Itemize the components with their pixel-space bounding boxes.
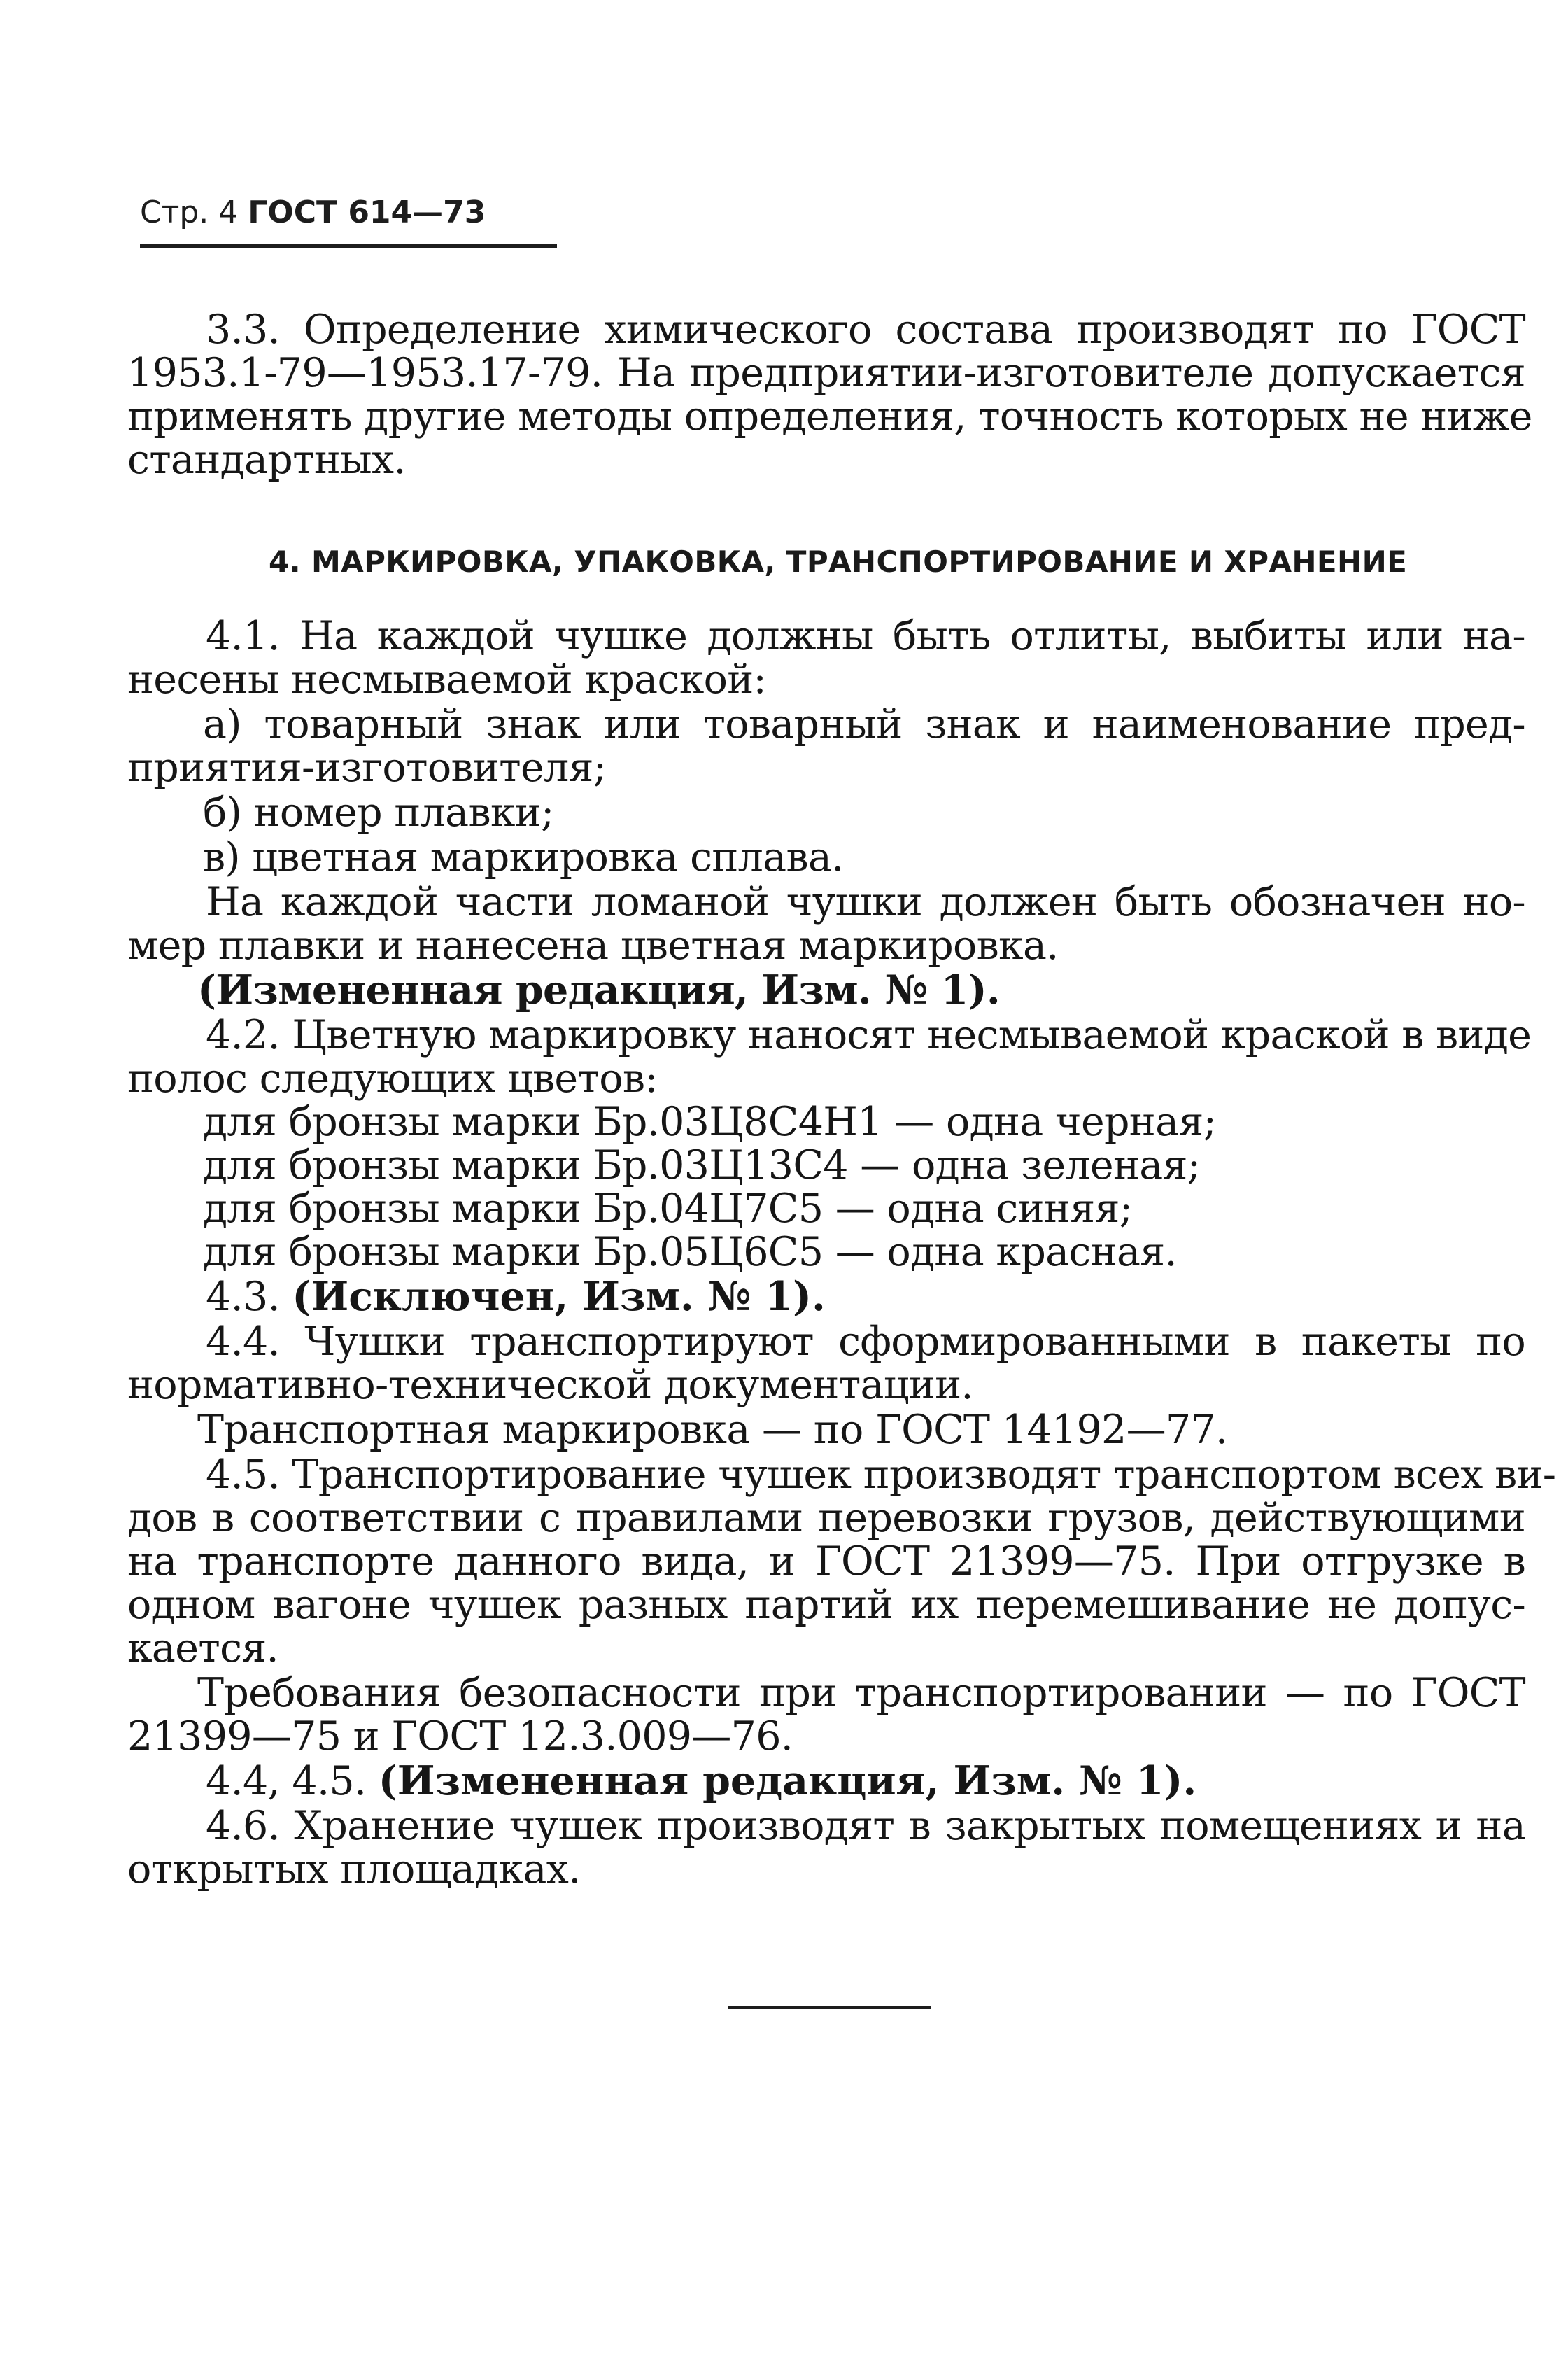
paragraph-4-6-line-1: 4.6. Хранение чушек производят в закрытых помещениях и на [206, 1803, 1525, 1849]
paragraph-3-3-line-4: стандартных. [127, 437, 406, 483]
paragraph-4-1-line-1: 4.1. На каждой чушке должны быть отлиты, выбиты или на- [206, 613, 1525, 659]
paragraph-3-3-line-1: 3.3. Определение химического состава производят по ГОСТ [206, 307, 1525, 353]
paragraph-4-5-line-3: на транспорте данного вида, и ГОСТ 21399—75. При отгрузке в [127, 1538, 1525, 1585]
amendment-note-4-4-4-5-text: (Измененная редакция, Изм. № 1). [378, 1757, 1197, 1804]
paragraph-4-1-line-3: На каждой части ломаной чушки должен быть обозначен но- [206, 879, 1525, 925]
paragraph-3-3-line-2: 1953.1-79—1953.17-79. На предприятии-изготовителе допускается [127, 350, 1525, 396]
color-marking-line-3: для бронзы марки Бр.04Ц7С5 — одна синяя; [203, 1186, 1133, 1232]
paragraph-4-4-line-2: нормативно-технической документации. [127, 1362, 973, 1408]
paragraph-4-5-line-7: 21399—75 и ГОСТ 12.3.009—76. [127, 1713, 793, 1760]
paragraph-4-5-line-5: кается. [127, 1625, 278, 1671]
amendment-note-4-1: (Измененная редакция, Изм. № 1). [197, 967, 1000, 1013]
paragraph-4-2-line-1: 4.2. Цветную маркировку наносят несмываемой краской в виде [206, 1012, 1532, 1058]
list-item-a-line-1: а) товарный знак или товарный знак и наименование пред- [203, 701, 1525, 747]
color-marking-line-4: для бронзы марки Бр.05Ц6С5 — одна красная. [203, 1229, 1177, 1275]
color-marking-line-2: для бронзы марки Бр.03Ц13С4 — одна зеленая; [203, 1142, 1201, 1188]
paragraph-4-2-line-2: полос следующих цветов: [127, 1055, 658, 1102]
list-item-v: в) цветная маркировка сплава. [203, 834, 844, 880]
paragraph-4-5-line-1: 4.5. Транспортирование чушек производят транспортом всех ви- [206, 1452, 1556, 1498]
paragraph-4-5-line-2: дов в соответствии с правилами перевозки грузов, действующими [127, 1495, 1525, 1541]
color-marking-line-1: для бронзы марки Бр.03Ц8С4Н1 — одна черная; [203, 1099, 1217, 1145]
paragraph-4-1-line-4: мер плавки и нанесена цветная маркировка. [127, 922, 1059, 969]
paragraph-4-1-line-2: несены несмываемой краской: [127, 656, 767, 703]
paragraph-4-3-number: 4.3. [206, 1274, 280, 1320]
paragraph-4-4-line-1: 4.4. Чушки транспортируют сформированными в пакеты по [206, 1319, 1525, 1365]
paragraph-4-3-text: (Исключен, Изм. № 1). [292, 1273, 826, 1320]
amendment-note-4-4-4-5-number: 4.4, 4.5. [206, 1758, 367, 1804]
section-4-heading: 4. МАРКИРОВКА, УПАКОВКА, ТРАНСПОРТИРОВАНИЕ И ХРАНЕНИЕ [269, 545, 1408, 579]
paragraph-4-6-line-2: открытых площадках. [127, 1846, 581, 1892]
header-rule [140, 244, 557, 248]
end-rule [728, 2006, 931, 2009]
running-head [140, 197, 486, 228]
list-item-a-line-2: приятия-изготовителя; [127, 745, 607, 791]
paragraph-4-3 [127, 1275, 1525, 1319]
paragraph-4-5-line-4: одном вагоне чушек разных партий их перемешивание не допус- [127, 1582, 1525, 1628]
page-number: Стр. 4 [140, 195, 239, 230]
paragraph-4-4-line-3: Транспортная маркировка — по ГОСТ 14192—77. [197, 1407, 1228, 1453]
paragraph-4-5-line-6: Требования безопасности при транспортировании — по ГОСТ [197, 1670, 1525, 1716]
standard-number: ГОСТ 614—73 [248, 195, 486, 230]
paragraph-3-3-line-3: применять другие методы определения, точность которых не ниже [127, 393, 1532, 440]
amendment-note-4-4-4-5 [127, 1757, 1525, 1804]
list-item-b: б) номер плавки; [203, 789, 554, 836]
